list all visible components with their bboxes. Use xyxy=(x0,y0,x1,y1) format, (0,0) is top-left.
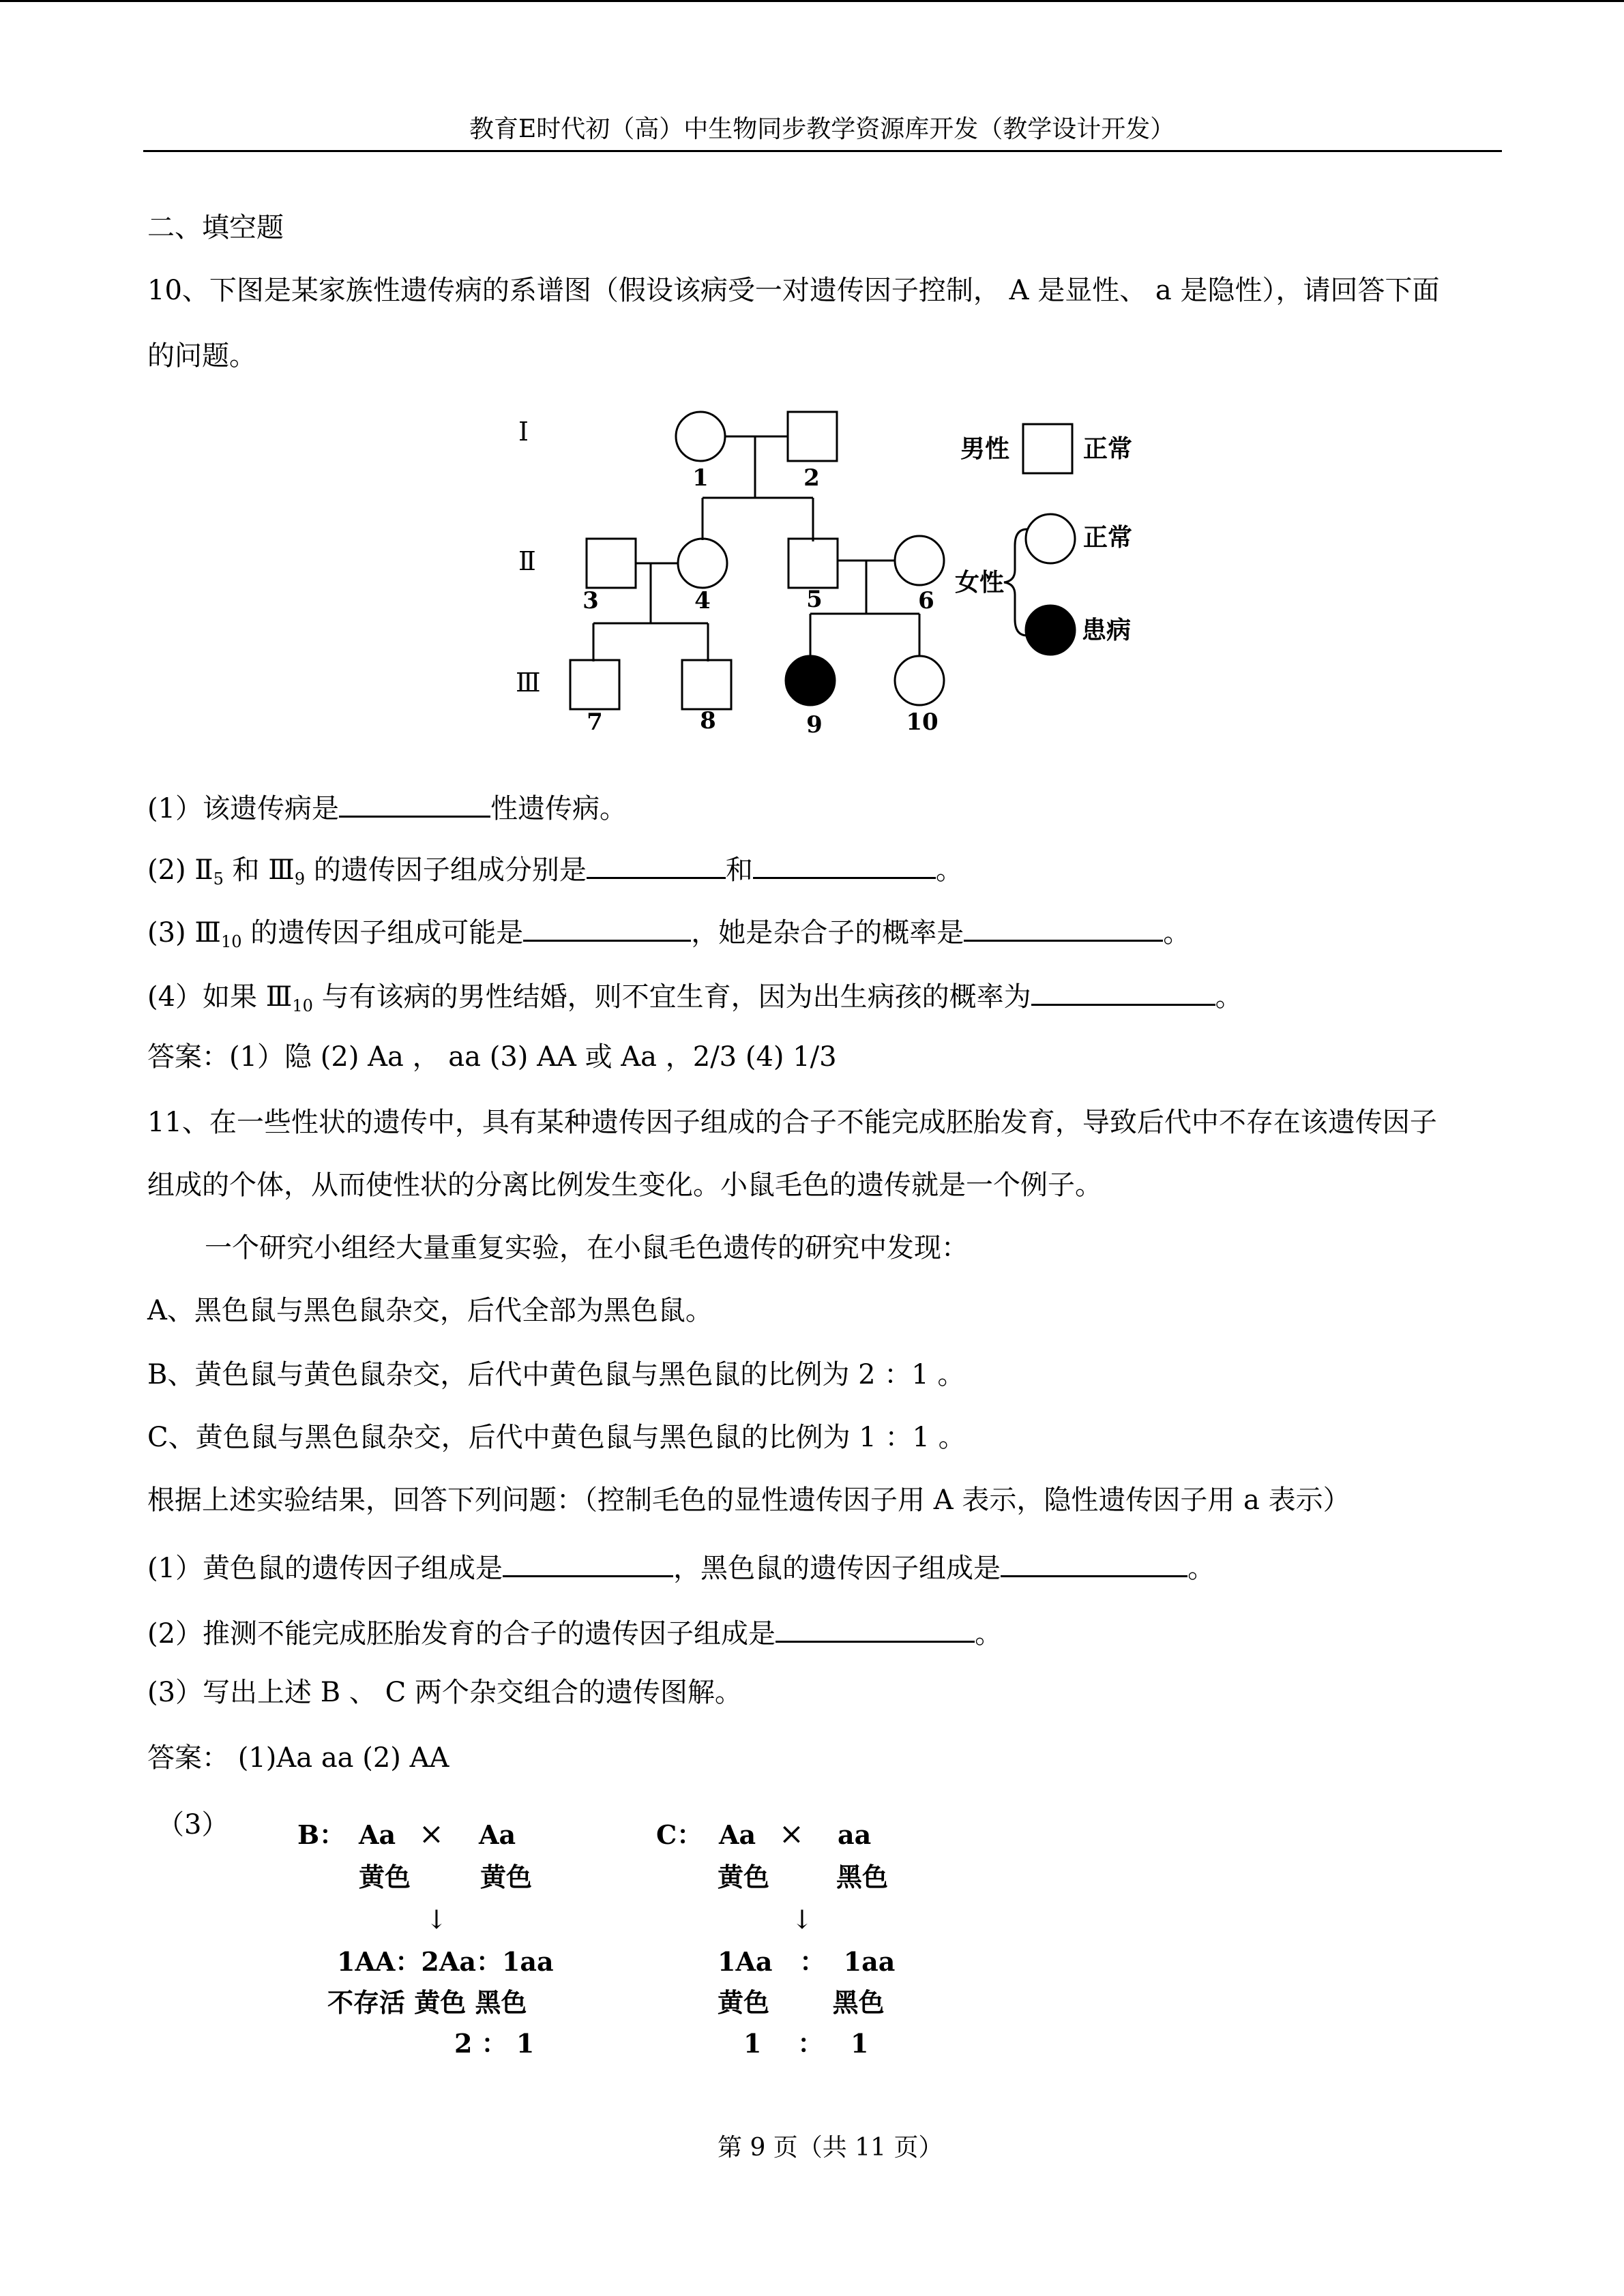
q11-answer3-label: （3） xyxy=(157,1809,229,1840)
cross-b-ratio: 2 ： 1 xyxy=(454,2028,535,2059)
pedigree-individual-3-male xyxy=(587,539,636,588)
q11-intro: 一个研究小组经大量重复实验，在小鼠毛色遗传的研究中发现： xyxy=(205,1232,969,1264)
cross-c-offspring-phenotypes: 黄色 黑色 xyxy=(718,1987,885,2018)
q10-sub4-blank xyxy=(1031,979,1215,1006)
q10-sub3: (3) $Ⅲ_{10}$ 的遗传因子组成可能是 ，她是杂合子的概率是 。 xyxy=(147,915,1190,946)
cross-b-arrow: ↓ xyxy=(426,1905,447,1935)
q10-sub3-blank-1 xyxy=(523,915,691,942)
cross-c-times: × xyxy=(779,1817,804,1851)
legend-female-label: 女性 xyxy=(955,568,1005,597)
cross-b-offspring: 1AA：2Aa：1aa xyxy=(337,1946,554,1977)
q10-sub4: (4）如果 $Ⅲ_{10}$ 与有该病的男性结婚，则不宜生育，因为出生病孩的概率为 。 xyxy=(147,979,1243,1011)
q11-sub3: (3）写出上述 B 、 C 两个杂交组合的遗传图解。 xyxy=(147,1677,742,1708)
page-footer: 第 9 页（共 11 页） xyxy=(718,2134,943,2162)
q11-exp-c: C、黄色鼠与黑色鼠杂交，后代中黄色鼠与黑色鼠的比例为 1 ：1 。 xyxy=(147,1422,966,1453)
pedigree-gen-2-label: Ⅱ xyxy=(518,546,536,576)
q11-stem-line2: 组成的个体，从而使性状的分离比例发生变化。小鼠毛色的遗传就是一个例子。 xyxy=(147,1169,1102,1201)
cross-b-offspring-phenotypes: 不存活 黄色 黑色 xyxy=(327,1987,527,2018)
q10-stem-line1: 10、下图是某家族性遗传病的系谱图（假设该病受一对遗传因子控制， A 是显性、 a 是隐性），请回答下面 xyxy=(147,275,1440,306)
legend-male-symbol xyxy=(1023,424,1072,473)
cross-c-phenotype-1: 黄色 xyxy=(718,1862,770,1892)
q10-sub3-blank-2 xyxy=(964,915,1163,942)
pedigree-individual-7-male xyxy=(570,660,619,709)
q11-sub2-blank xyxy=(776,1616,975,1643)
cross-b-phenotype-1: 黄色 xyxy=(359,1862,411,1892)
q11-sub1-blank-2 xyxy=(1001,1551,1187,1577)
q11-sub2: (2）推测不能完成胚胎发育的合子的遗传因子组成是 。 xyxy=(147,1616,1002,1648)
section-title: 二、填空题 xyxy=(147,212,284,243)
q10-sub1-blank xyxy=(339,791,490,818)
cross-b-phenotype-2: 黄色 xyxy=(480,1862,533,1892)
cross-c-ratio: 1 ： 1 xyxy=(743,2028,869,2059)
pedigree-id-3: 3 xyxy=(582,587,599,614)
header-rule xyxy=(143,150,1502,152)
legend-female-normal-label: 正常 xyxy=(1083,523,1133,552)
page-header: 教育E时代初（高）中生物同步教学资源库开发（教学设计开发） xyxy=(469,115,1175,143)
q11-prompt: 根据上述实验结果，回答下列问题：（控制毛色的显性遗传因子用 A 表示，隐性遗传因子用 a 表示） xyxy=(147,1485,1350,1516)
legend-male-label: 男性 xyxy=(960,434,1010,463)
pedigree-id-4: 4 xyxy=(694,587,711,614)
q11-stem-line1: 11、在一些性状的遗传中，具有某种遗传因子组成的合子不能完成胚胎发育，导致后代中不存在该遗传因子 xyxy=(147,1107,1437,1138)
cross-c-parent-2: aa xyxy=(838,1819,872,1850)
cross-c-offspring: 1Aa ： 1aa xyxy=(718,1946,896,1977)
q10-sub1: (1）该遗传病是 性遗传病。 xyxy=(147,791,627,822)
q10-sub2: (2) $Ⅱ_5$ 和 $Ⅲ_9$ 的遗传因子组成分别是 和 。 xyxy=(147,852,963,884)
q11-sub1: (1）黄色鼠的遗传因子组成是 ，黑色鼠的遗传因子组成是 。 xyxy=(147,1551,1215,1582)
q11-sub1-blank-1 xyxy=(503,1551,673,1577)
cross-b-times: × xyxy=(419,1817,444,1851)
legend-male-normal-label: 正常 xyxy=(1083,434,1133,463)
q11-exp-b: B、黄色鼠与黄色鼠杂交，后代中黄色鼠与黑色鼠的比例为 2 ：1 。 xyxy=(147,1359,965,1390)
pedigree-individual-2-male xyxy=(788,412,837,461)
pedigree-individual-4-female xyxy=(678,539,727,588)
pedigree-id-8: 8 xyxy=(700,707,716,734)
pedigree-gen-3-label: Ⅲ xyxy=(516,668,541,698)
pedigree-individual-5-male xyxy=(788,539,838,588)
pedigree-id-2: 2 xyxy=(803,464,820,492)
pedigree-id-5: 5 xyxy=(806,586,823,613)
pedigree-id-10: 10 xyxy=(906,709,939,736)
q11-answer: 答案： (1)Aa aa (2) AA xyxy=(147,1742,449,1774)
pedigree-id-6: 6 xyxy=(918,587,934,614)
pedigree-individual-1-female xyxy=(676,412,725,461)
pedigree-individual-9-female-affected xyxy=(786,656,835,705)
pedigree-individual-6-female xyxy=(895,536,944,585)
cross-b-label: B： xyxy=(297,1819,346,1850)
cross-c-label: C： xyxy=(656,1819,703,1850)
pedigree-individual-8-male xyxy=(682,660,731,709)
legend-female-affected-symbol xyxy=(1026,606,1075,655)
cross-c-arrow: ↓ xyxy=(791,1905,813,1935)
pedigree-id-1: 1 xyxy=(692,464,709,492)
q10-stem-line2: 的问题。 xyxy=(147,340,256,372)
legend-female-normal-symbol xyxy=(1026,514,1075,563)
pedigree-diagram xyxy=(477,402,1160,757)
legend-female-affected-label: 患病 xyxy=(1082,616,1132,644)
cross-b-parent-2: Aa xyxy=(479,1819,516,1850)
cross-b-parent-1: Aa xyxy=(359,1819,396,1850)
q10-sub2-blank-2 xyxy=(753,852,936,879)
cross-c-parent-1: Aa xyxy=(719,1819,756,1850)
q10-answer: 答案：(1）隐 (2) Aa ， aa (3) AA 或 Aa ，2/3 (4) 1/3 xyxy=(147,1041,837,1073)
q10-sub2-blank-1 xyxy=(587,852,726,879)
page-top-border xyxy=(0,0,1624,2)
q11-exp-a: A、黑色鼠与黑色鼠杂交，后代全部为黑色鼠。 xyxy=(147,1295,713,1326)
pedigree-gen-1-label: Ⅰ xyxy=(518,417,529,447)
pedigree-id-7: 7 xyxy=(587,709,603,736)
cross-c-phenotype-2: 黑色 xyxy=(836,1862,889,1892)
pedigree-individual-10-female xyxy=(895,656,944,705)
pedigree-id-9: 9 xyxy=(806,711,823,739)
